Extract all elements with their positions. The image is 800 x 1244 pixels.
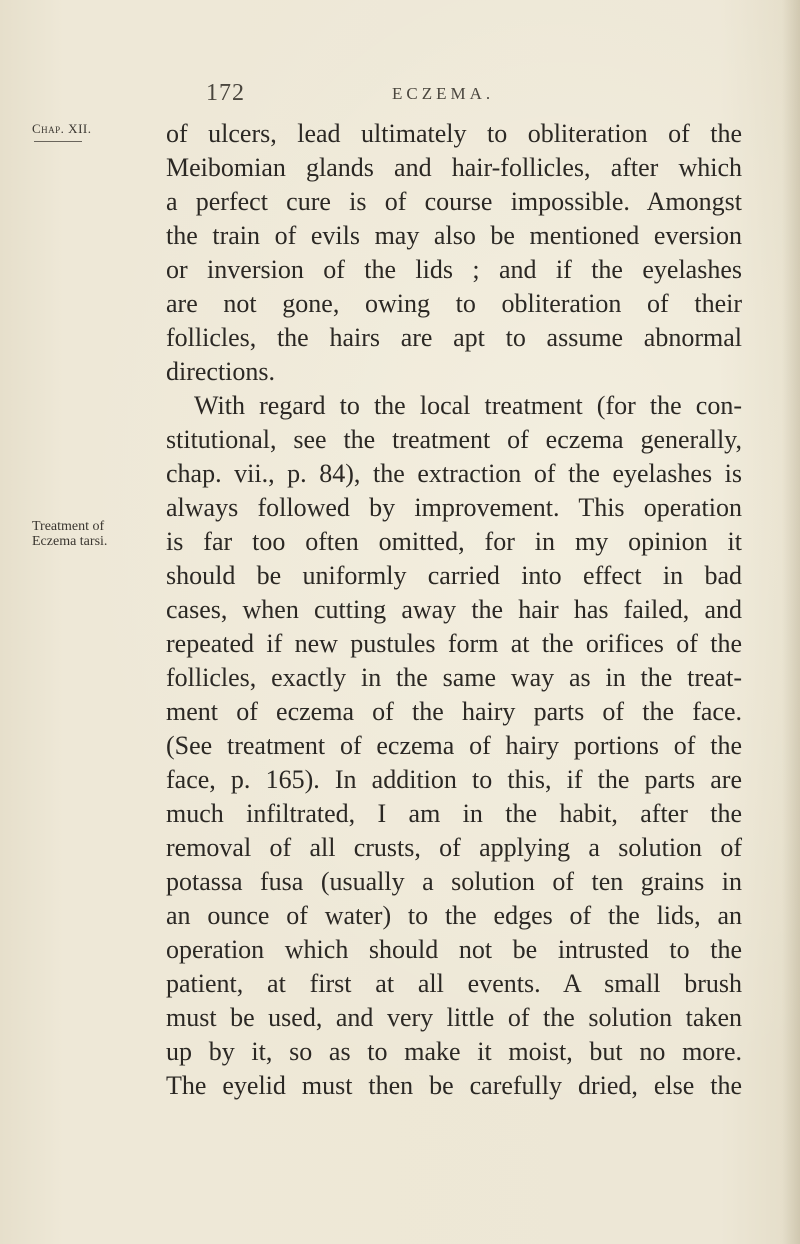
text-line: the train of evils may also be mentioned eversion: [166, 221, 742, 250]
text-line: Meibomian glands and hair-follicles, after which: [166, 153, 742, 182]
text-line: (See treatment of eczema of hairy portions of the: [166, 731, 742, 760]
text-line: potassa fusa (usually a solution of ten grains in: [166, 867, 742, 896]
text-line: With regard to the local treatment (for the con-: [194, 391, 742, 420]
text-line: patient, at first at all events. A small brush: [166, 969, 742, 998]
text-line: follicles, exactly in the same way as in the treat-: [166, 663, 742, 692]
side-note-line: Treatment of: [32, 519, 105, 534]
text-line: The eyelid must then be carefully dried, else the: [166, 1071, 742, 1100]
text-line: must be used, and very little of the solution taken: [166, 1003, 742, 1032]
text-line: cases, when cutting away the hair has failed, and: [166, 595, 742, 624]
text-line: stitutional, see the treatment of eczema generally,: [166, 425, 742, 454]
text-line: removal of all crusts, of applying a solution of: [166, 833, 742, 862]
text-line: operation which should not be intrusted to the: [166, 935, 742, 964]
text-line: up by it, so as to make it moist, but no more.: [166, 1037, 742, 1066]
text-line: are not gone, owing to obliteration of their: [166, 289, 742, 318]
text-line: a perfect cure is of course impossible. Amongst: [166, 187, 742, 216]
text-line: is far too often omitted, for in my opinion it: [166, 527, 742, 556]
text-line: repeated if new pustules form at the orifices of the: [166, 629, 742, 658]
text-line: face, p. 165). In addition to this, if the parts are: [166, 765, 742, 794]
text-line: should be uniformly carried into effect in bad: [166, 561, 742, 590]
text-line: directions.: [166, 357, 276, 386]
text-line: always followed by improvement. This operation: [166, 493, 742, 522]
text-line: much infiltrated, I am in the habit, after the: [166, 799, 742, 828]
page-number: 172: [206, 80, 245, 106]
text-line: an ounce of water) to the edges of the lids, an: [166, 901, 742, 930]
text-line: chap. vii., p. 84), the extraction of the eyelashes is: [166, 459, 742, 488]
side-note-line: Eczema tarsi.: [32, 534, 108, 549]
text-line: ment of eczema of the hairy parts of the face.: [166, 697, 742, 726]
text-line: follicles, the hairs are apt to assume abnormal: [166, 323, 742, 352]
running-title: ECZEMA.: [392, 84, 495, 103]
text-line: or inversion of the lids ; and if the eyelashes: [166, 255, 742, 284]
chapter-label: Chap. XII.: [32, 121, 92, 136]
text-line: of ulcers, lead ultimately to obliteration of the: [166, 119, 742, 148]
